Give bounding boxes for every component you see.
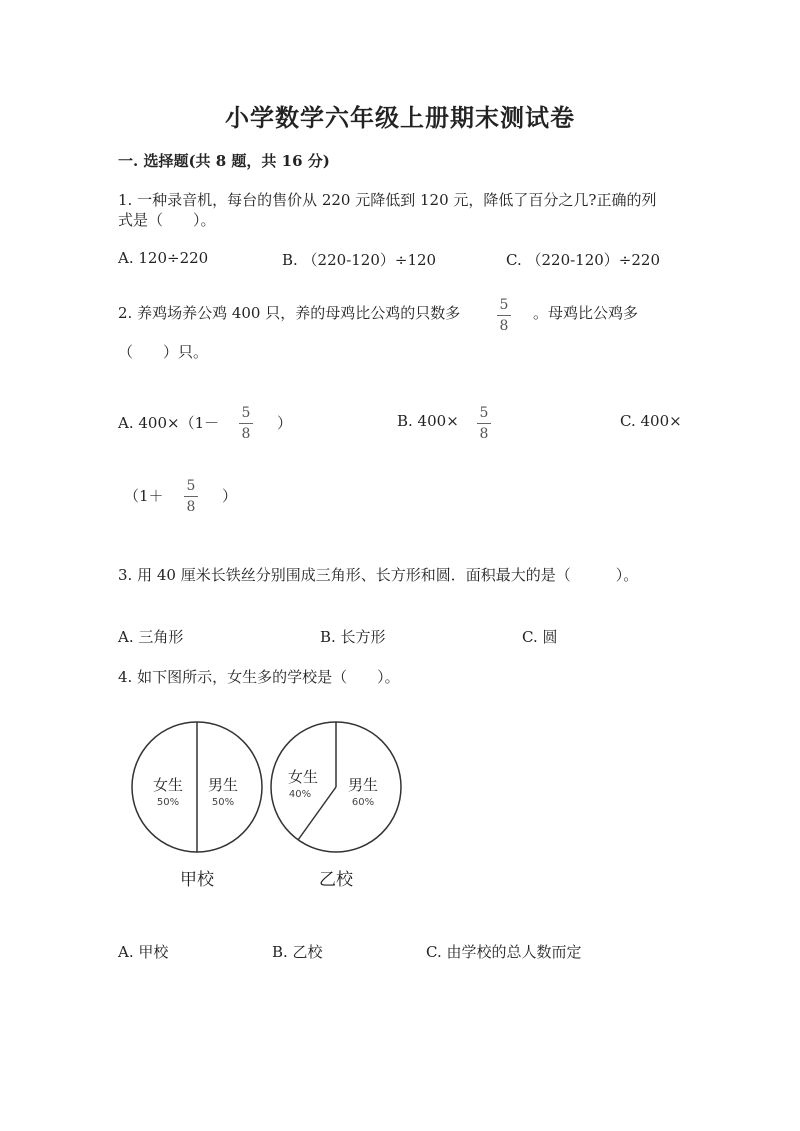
question-2-text-b: 。母鸡比公鸡多 <box>533 304 639 322</box>
pie-yi-left-label: 女生 <box>287 768 319 786</box>
pie-jia <box>132 722 262 890</box>
pie-jia-left-pct: 50% <box>156 797 180 808</box>
fraction-bar <box>239 423 253 424</box>
pie-yi-right-pct: 60% <box>351 797 375 808</box>
fraction-5-8 <box>477 405 491 442</box>
pie-jia-name: 甲校 <box>180 870 214 890</box>
q1-option-a: A. 120÷220 <box>118 249 209 267</box>
q2-option-b: B. 400× <box>397 412 459 430</box>
pie-jia-right-pct: 50% <box>211 797 235 808</box>
fraction-numerator: 5 <box>186 478 196 494</box>
pie-yi <box>271 722 401 890</box>
fraction-numerator: 5 <box>479 405 489 421</box>
question-4-text: 4. 如下图所示，女生多的学校是（ ）。 <box>118 668 400 686</box>
fraction-bar <box>497 315 511 316</box>
pie-jia-right-label: 男生 <box>207 776 239 794</box>
q3-option-b: B. 长方形 <box>320 628 386 646</box>
q2-option-c-line-2: （1＋ <box>124 487 164 505</box>
q2-option-a-close: ） <box>277 414 293 432</box>
q4-option-b: B. 乙校 <box>272 943 323 961</box>
fraction-denominator: 8 <box>499 318 509 334</box>
pie-charts-figure <box>125 718 425 898</box>
pie-yi-left-pct: 40% <box>288 789 312 800</box>
q4-option-a: A. 甲校 <box>118 943 169 961</box>
section-heading: 一. 选择题(共 8 题，共 16 分) <box>118 152 330 170</box>
fraction-denominator: 8 <box>186 499 196 515</box>
fraction-denominator: 8 <box>241 426 251 442</box>
pie-yi-right-label: 男生 <box>347 776 379 794</box>
question-2-text-a: 2. 养鸡场养公鸡 400 只，养的母鸡比公鸡的只数多 <box>118 304 461 322</box>
pie-yi-name: 乙校 <box>319 870 353 890</box>
q1-option-c: C. （220-120）÷220 <box>506 251 661 269</box>
q3-option-c: C. 圆 <box>522 628 558 646</box>
question-1-line-1: 1. 一种录音机，每台的售价从 220 元降低到 120 元，降低了百分之几?正确的列 <box>118 191 657 209</box>
question-3-text: 3. 用 40 厘米长铁丝分别围成三角形、长方形和圆．面积最大的是（ ）。 <box>118 566 639 584</box>
q2-option-c: C. 400× <box>620 412 682 430</box>
fraction-bar <box>184 496 198 497</box>
q1-option-b: B. （220-120）÷120 <box>282 251 437 269</box>
fraction-5-8 <box>497 297 511 334</box>
fraction-numerator: 5 <box>499 297 509 313</box>
q2-option-a: A. 400×（1－ <box>118 414 220 432</box>
pie-jia-left-label: 女生 <box>152 776 184 794</box>
fraction-5-8 <box>239 405 253 442</box>
fraction-numerator: 5 <box>241 405 251 421</box>
q3-option-a: A. 三角形 <box>118 628 184 646</box>
q2-option-c-close: ） <box>222 487 238 505</box>
fraction-denominator: 8 <box>479 426 489 442</box>
page-title: 小学数学六年级上册期末测试卷 <box>225 103 575 132</box>
fraction-bar <box>477 423 491 424</box>
question-1-line-2: 式是（ ）。 <box>118 211 216 229</box>
q4-option-c: C. 由学校的总人数而定 <box>426 943 582 961</box>
question-2-line-2: （ ）只。 <box>118 343 209 361</box>
fraction-5-8 <box>184 478 198 515</box>
